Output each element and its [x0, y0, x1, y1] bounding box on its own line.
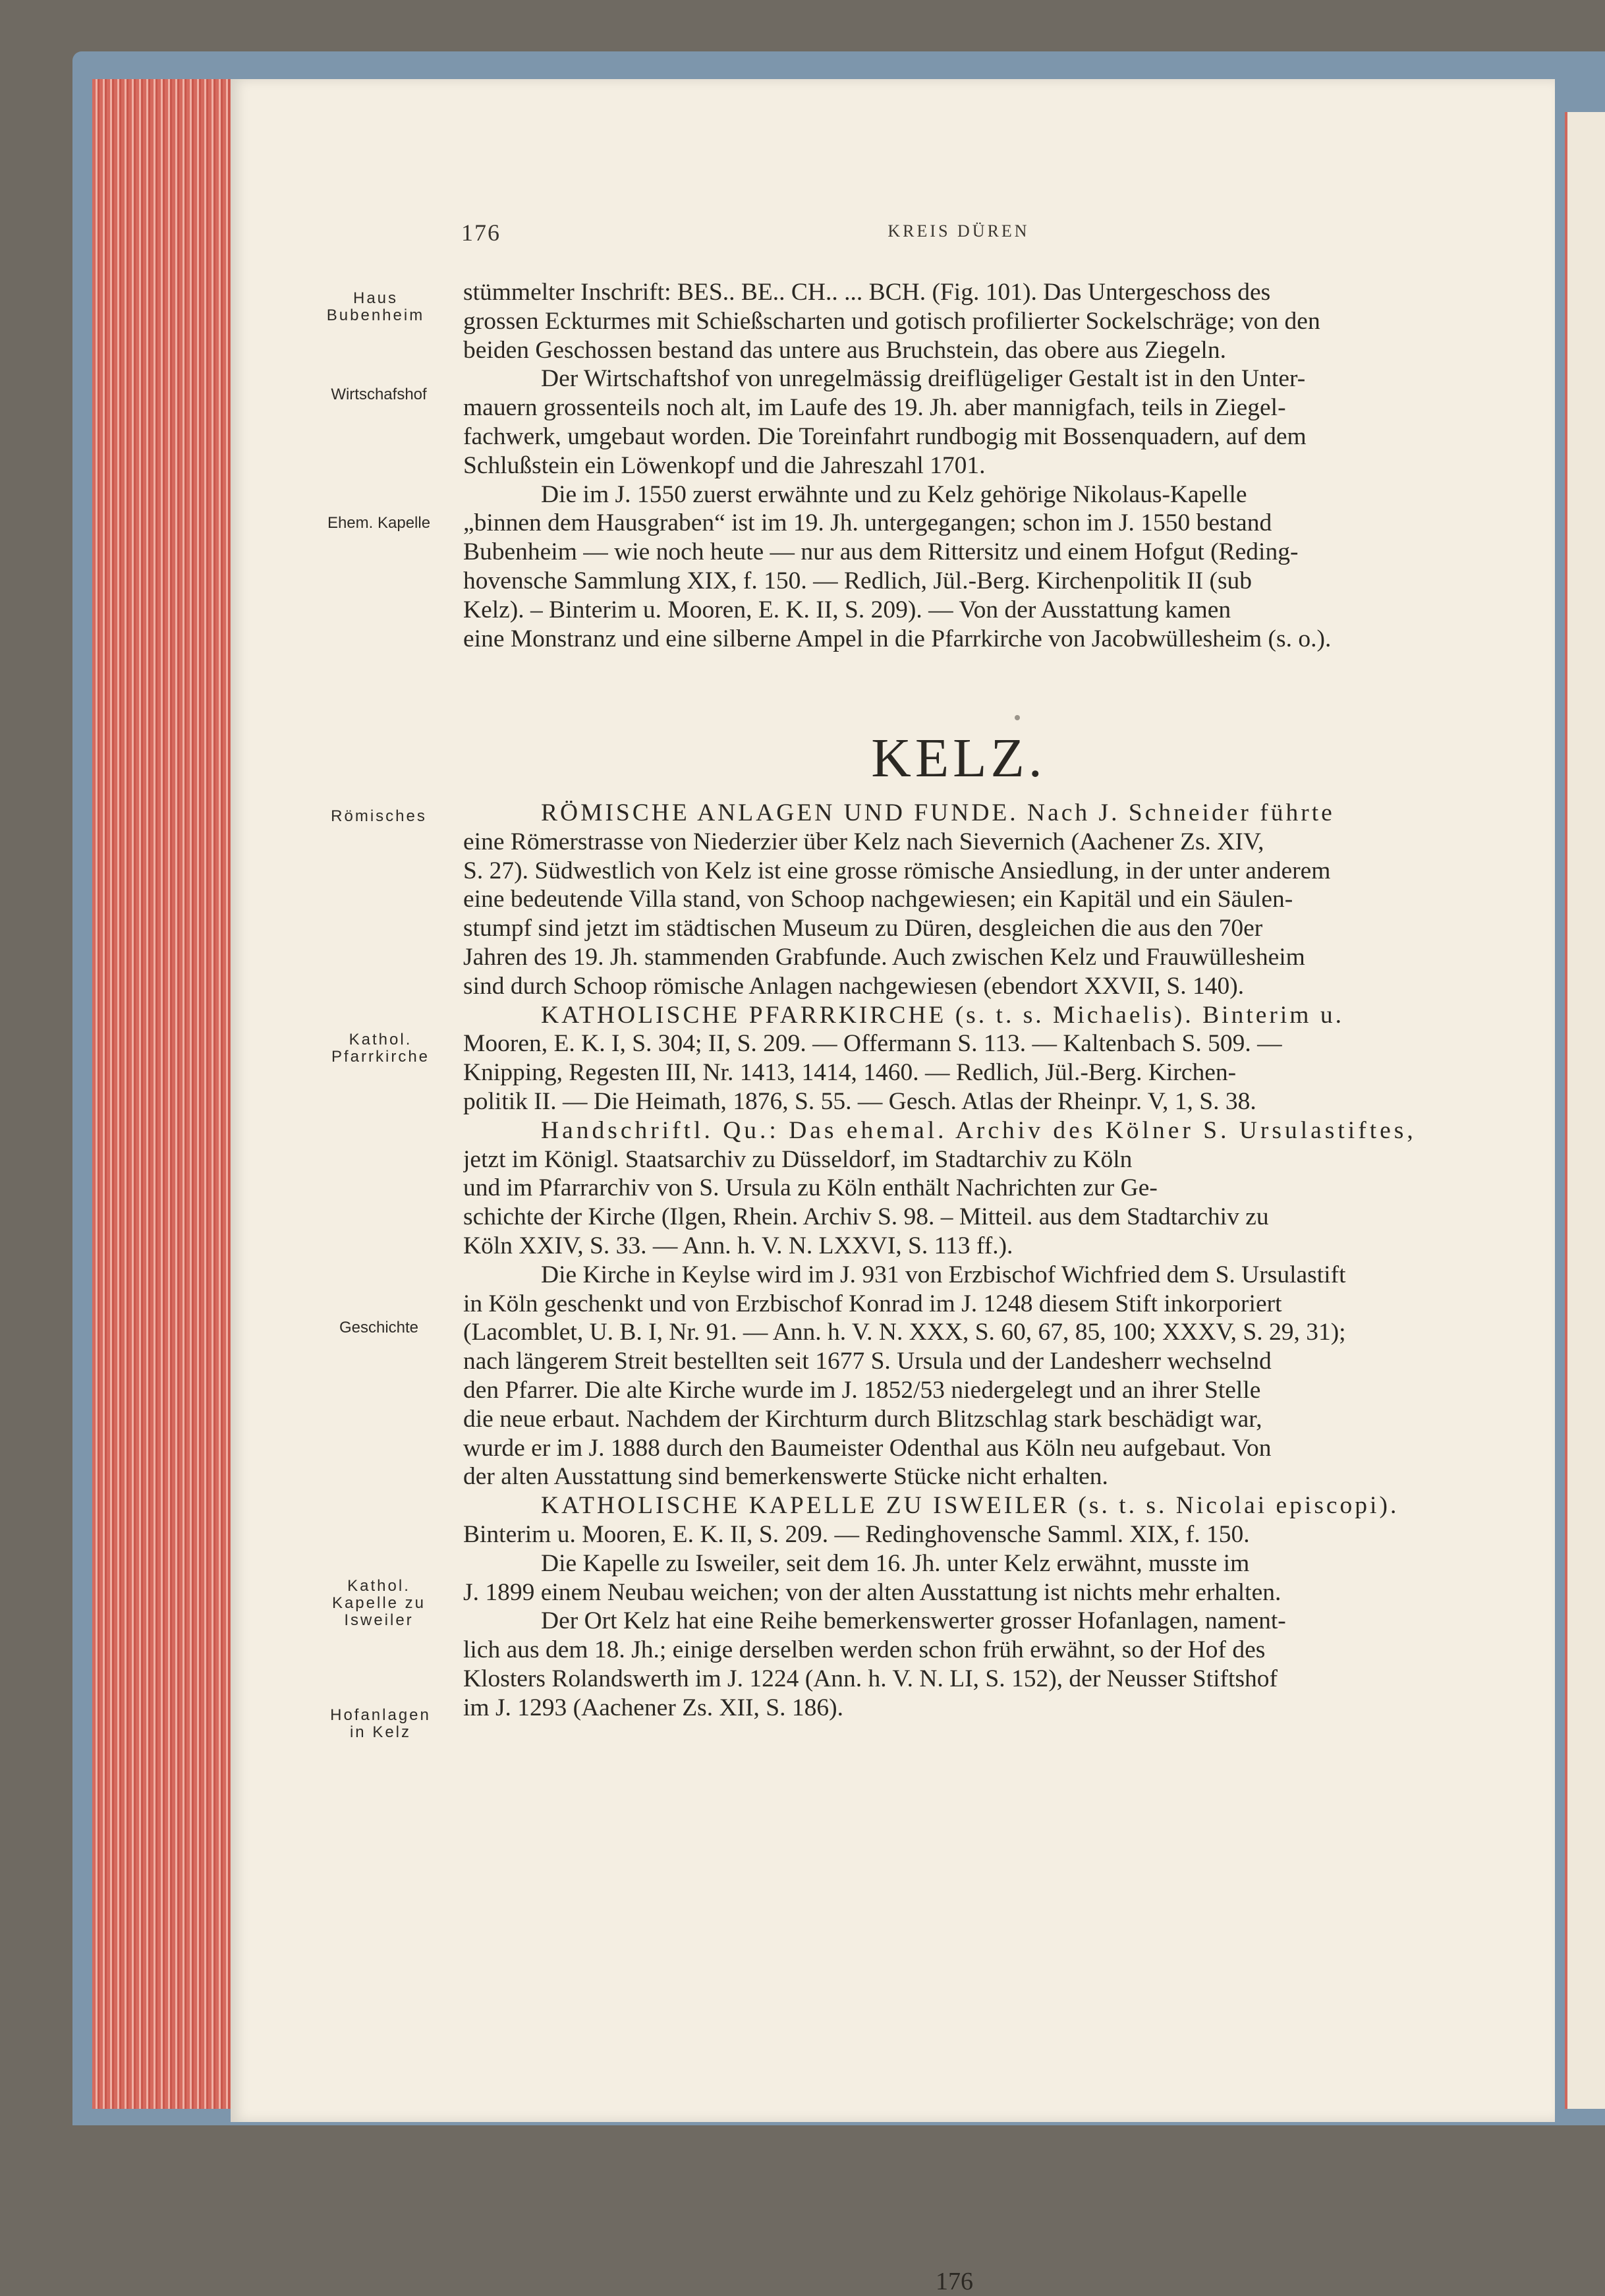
margin-note-text: Römisches [331, 807, 427, 825]
margin-note-geschichte [310, 1319, 448, 1336]
text-line: grossen Eckturmes mit Schießscharten und gotisch profilierter Sockelschräge; von den [463, 307, 1320, 335]
margin-note-text: Ehem. Kapelle [327, 514, 431, 532]
margin-note-pfarrkirche [310, 1031, 451, 1066]
text-line: Bubenheim — wie noch heute — nur aus dem Rittersitz und einem Hofgut (Reding- [463, 538, 1299, 566]
text-line: Handschriftl. Qu.: Das ehemal. Archiv des Kölner S. Ursulastiftes, [541, 1116, 1417, 1144]
margin-note-text: Kathol. Kapelle zu Isweiler [331, 1577, 426, 1629]
text-line: Klosters Rolandswerth im J. 1224 (Ann. h. V. N. LI, S. 152), der Neusser Stiftshof [463, 1665, 1278, 1692]
margin-note-text: Haus Bubenheim [326, 289, 425, 324]
text-line: RÖMISCHE ANLAGEN UND FUNDE. Nach J. Schneider führte [541, 799, 1335, 826]
facing-page-edge [1565, 112, 1605, 2109]
text-line: eine Römerstrasse von Niederzier über Kelz nach Sievernich (Aachener Zs. XIV, [463, 828, 1264, 855]
margin-note-text: Wirtschafshof [331, 386, 427, 403]
text-line: Kelz). – Binterim u. Mooren, E. K. II, S. 209). — Von der Ausstattung kamen [463, 596, 1231, 623]
text-line: in Köln geschenkt und von Erzbischof Konrad im J. 1248 diesem Stift inkorporiert [463, 1290, 1282, 1317]
text-line: J. 1899 einem Neubau weichen; von der alten Ausstattung ist nichts mehr erhalten. [463, 1578, 1281, 1606]
section-title: KELZ. [871, 728, 1046, 789]
margin-note-text: Hofanlagen in Kelz [330, 1706, 431, 1741]
text-line: mauern grossenteils noch alt, im Laufe des 19. Jh. aber mannigfach, teils in Ziegel- [463, 394, 1286, 422]
text-line: eine bedeutende Villa stand, von Schoop nachgewiesen; ein Kapitäl und ein Säulen- [463, 886, 1293, 913]
text-line: (Lacomblet, U. B. I, Nr. 91. — Ann. h. V. N. XXX, S. 60, 67, 85, 100; XXXV, S. 29, 31); [463, 1319, 1346, 1346]
text-line: „binnen dem Hausgraben“ ist im 19. Jh. untergegangen; schon im J. 1550 bestand [463, 509, 1272, 537]
margin-note-roemisches [310, 808, 448, 825]
text-line: S. 27). Südwestlich von Kelz ist eine grosse römische Ansiedlung, in der unter anderem [463, 857, 1331, 884]
text-line: der alten Ausstattung sind bemerkenswerte Stücke nicht erhalten. [463, 1463, 1108, 1491]
text-line: Köln XXIV, S. 33. — Ann. h. V. N. LXXVI, S. 113 ff.). [463, 1232, 1013, 1259]
text-line: sind durch Schoop römische Anlagen nachgewiesen (ebendort XXVII, S. 140). [463, 972, 1245, 1000]
text-line: Der Ort Kelz hat eine Reihe bemerkenswerter grosser Hofanlagen, nament- [541, 1607, 1286, 1635]
text-line: stümmelter Inschrift: BES.. BE.. CH.. ... BCH. (Fig. 101). Das Untergeschoss des [463, 279, 1271, 306]
text-line: Knipping, Regesten III, Nr. 1413, 1414, 1460. — Redlich, Jül.-Berg. Kirchen- [463, 1059, 1237, 1087]
footer-page-number: 176 [936, 2268, 973, 2295]
header-title: KREIS DÜREN [887, 221, 1030, 241]
text-line: Der Wirtschaftshof von unregelmässig dreiflügeliger Gestalt ist in den Unter- [541, 365, 1306, 393]
text-line: schichte der Kirche (Ilgen, Rhein. Archiv S. 98. – Mitteil. aus dem Stadtarchiv zu [463, 1203, 1269, 1231]
margin-note-text: Geschichte [339, 1319, 419, 1336]
body-text-bottom [463, 799, 1456, 1723]
text-line: lich aus dem 18. Jh.; einige derselben werden schon früh erwähnt, so der Hof des [463, 1636, 1266, 1664]
margin-note-text: Kathol. Pfarrkirche [331, 1031, 430, 1066]
running-head [461, 219, 1456, 252]
text-line: beiden Geschossen bestand das untere aus Bruchstein, das obere aus Ziegeln. [463, 336, 1226, 364]
margin-note-wirtschaftshof [310, 386, 448, 403]
text-line: wurde er im J. 1888 durch den Baumeister Odenthal aus Köln neu aufgebaut. Von [463, 1434, 1272, 1462]
text-line: Schlußstein ein Löwenkopf und die Jahreszahl 1701. [463, 451, 986, 479]
text-line: Mooren, E. K. I, S. 304; II, S. 209. — Offermann S. 113. — Kaltenbach S. 509. — [463, 1030, 1282, 1058]
text-line: nach längerem Streit bestellten seit 1677 S. Ursula und der Landesherr wechselnd [463, 1348, 1272, 1375]
page-edges [92, 79, 234, 2109]
text-line: Jahren des 19. Jh. stammenden Grabfunde. Auch zwischen Kelz und Frauwüllesheim [463, 943, 1305, 971]
text-line: Die Kirche in Keylse wird im J. 931 von Erzbischof Wichfried dem S. Ursulastift [541, 1261, 1346, 1288]
margin-note-isweiler [310, 1578, 448, 1629]
print-speck [1015, 715, 1020, 720]
text-line: jetzt im Königl. Staatsarchiv zu Düsseldorf, im Stadtarchiv zu Köln [463, 1145, 1133, 1173]
text-line: Binterim u. Mooren, E. K. II, S. 209. — Redinghovensche Samml. XIX, f. 150. [463, 1520, 1250, 1548]
text-line: Die im J. 1550 zuerst erwähnte und zu Kelz gehörige Nikolaus-Kapelle [541, 480, 1247, 508]
text-line: fachwerk, umgebaut worden. Die Toreinfahrt rundbogig mit Bossenquadern, auf dem [463, 422, 1307, 450]
text-line: eine Monstranz und eine silberne Ampel in die Pfarrkirche von Jacobwüllesheim (s. o.). [463, 625, 1332, 652]
margin-note-kapelle [310, 515, 448, 532]
text-line: im J. 1293 (Aachener Zs. XII, S. 186). [463, 1694, 843, 1721]
text-line: Die Kapelle zu Isweiler, seit dem 16. Jh. unter Kelz erwähnt, musste im [541, 1549, 1250, 1577]
body-text-top [463, 278, 1456, 653]
text-line: und im Pfarrarchiv von S. Ursula zu Köln enthält Nachrichten zur Ge- [463, 1174, 1158, 1202]
text-line: KATHOLISCHE PFARRKIRCHE (s. t. s. Michaelis). Binterim u. [541, 1001, 1344, 1029]
header-page-number: 176 [461, 219, 501, 246]
margin-note-hofanlagen [310, 1707, 451, 1741]
text-line: politik II. — Die Heimath, 1876, S. 55. — Gesch. Atlas der Rheinpr. V, 1, S. 38. [463, 1087, 1256, 1115]
text-line: hovensche Sammlung XIX, f. 150. — Redlich, Jül.-Berg. Kirchenpolitik II (sub [463, 567, 1253, 594]
margin-note-haus [310, 290, 441, 324]
text-line: die neue erbaut. Nachdem der Kirchturm durch Blitzschlag stark beschädigt war, [463, 1405, 1262, 1433]
text-line: den Pfarrer. Die alte Kirche wurde im J. 1852/53 niedergelegt und an ihrer Stelle [463, 1376, 1261, 1404]
text-line: KATHOLISCHE KAPELLE ZU ISWEILER (s. t. s. Nicolai episcopi). [541, 1492, 1399, 1520]
text-line: stumpf sind jetzt im städtischen Museum zu Düren, desgleichen die aus den 70er [463, 915, 1263, 942]
